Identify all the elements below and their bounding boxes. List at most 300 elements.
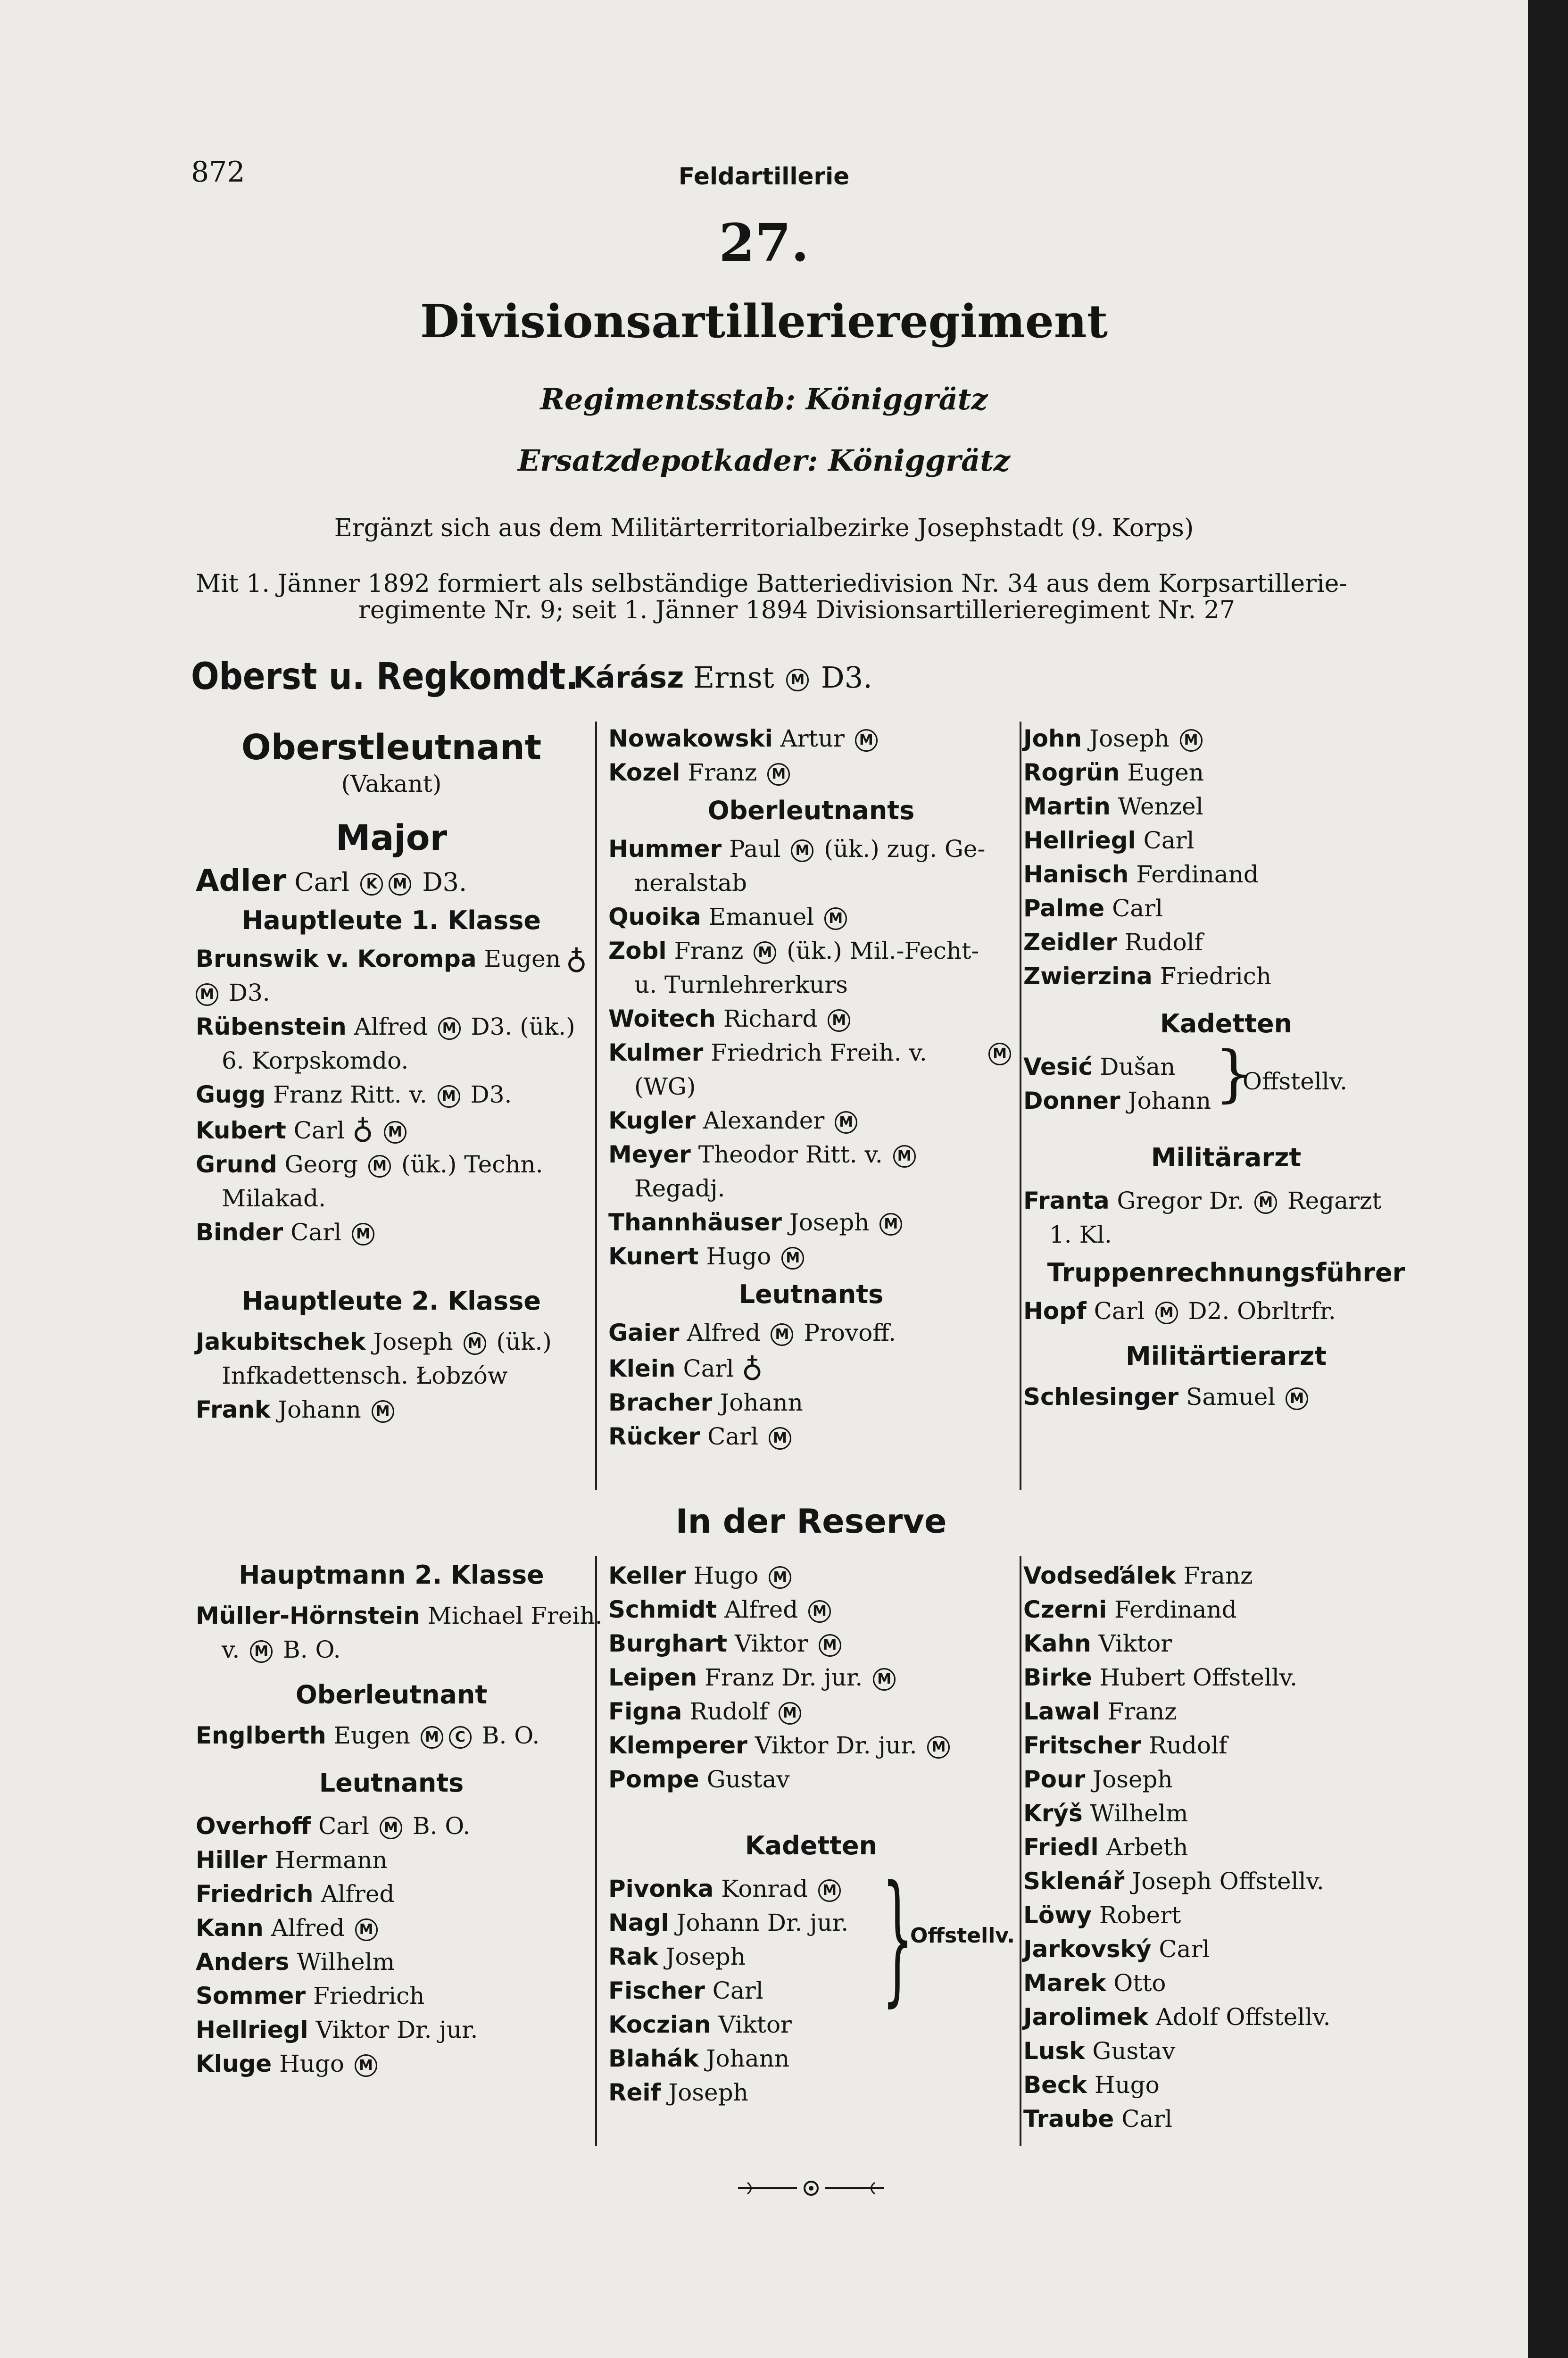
table-row [1023,1966,1429,2000]
table-row [608,1661,1014,1694]
note: u. Turnlehrerkurs [634,971,848,998]
heading-oberleutnant: Oberleutnant [295,1680,488,1710]
surname: Hopf [1023,1297,1087,1325]
heading-kadetten: Kadetten [1160,1009,1293,1038]
table-row [1023,1694,1429,1728]
military-merit-icon: M [988,1043,1011,1065]
military-merit-icon: M [372,1400,394,1423]
table-row [1023,1932,1429,1966]
table-row [1023,722,1429,756]
given-name: Ferdinand [1136,861,1259,888]
given-name: Viktor [734,1630,808,1657]
entry-major [196,864,587,899]
heading-kadetten-reserve: Kadetten [745,1831,878,1860]
given-name: Eugen [484,945,561,972]
page-number: 872 [191,156,245,189]
given-name: Viktor [718,2011,792,2038]
surname: John [1023,725,1082,752]
given-name: Carl [290,1219,342,1246]
table-row [196,1719,587,1752]
military-merit-icon: M [754,941,776,964]
military-merit-icon: M [438,1085,460,1108]
note: (ük.) Mil.-Fecht- [787,937,979,964]
surname: Kozel [608,759,680,786]
given-name: Gustav [1092,2037,1176,2065]
given-name: Franz Ritt. v. [273,1081,427,1108]
surname: Figna [608,1698,682,1725]
note: (ük.) [496,1328,552,1355]
surname: Sklenář [1023,1868,1125,1895]
given-name: Joseph [665,1943,746,1970]
table-row [1023,756,1429,789]
column-1-active [196,726,587,1427]
given-name: Emanuel [708,903,814,930]
column-rule [1020,1556,1021,2146]
note: Regadj. [634,1175,725,1202]
column-rule [595,1556,597,2146]
surname: Nowakowski [608,725,773,752]
surname: Nagl [608,1909,669,1936]
surname: Fritscher [1023,1732,1142,1759]
depot-cadre: Ersatzdepotkader: Königgrätz [518,443,1010,478]
note: 1. Kl. [1049,1221,1112,1248]
given-name: Carl [1094,1297,1145,1325]
surname: Koczian [608,2011,711,2038]
surname: Zwierzina [1023,963,1153,990]
table-row [608,900,1014,934]
table-row [608,1036,1014,1070]
table-row [1023,1627,1429,1661]
military-merit-icon: M [828,1009,850,1032]
table-row [196,2013,587,2047]
table-row [1023,959,1429,993]
surname: Krýš [1023,1800,1083,1827]
military-merit-icon: M [767,763,790,786]
military-merit-icon: M [893,1145,916,1168]
given-name: Rudolf [1124,929,1203,956]
given-name: Joseph [1093,1766,1173,1793]
table-row [1023,891,1429,925]
table-row [608,1559,1014,1593]
surname: Kluge [196,2050,272,2077]
military-merit-icon: M [1286,1387,1308,1410]
table-row [608,1762,1014,1796]
column-2-reserve [608,1559,1014,2109]
given-name: Joseph Offstellv. [1132,1868,1324,1895]
table-row [608,1974,1014,2008]
table-row [196,1945,587,1979]
military-merit-icon: M [779,1702,801,1725]
table-row [1023,1898,1429,1932]
surname: Reif [608,2079,661,2106]
table-row [608,968,1014,1002]
surname: Woitech [608,1005,716,1032]
military-merit-icon: M [791,839,813,862]
surname: Grund [196,1151,277,1178]
given-name: Carl [1143,827,1195,854]
table-row [608,756,1014,789]
military-merit-icon: M [781,1247,804,1270]
table-row [196,1147,587,1181]
table-row [1023,1830,1429,1864]
table-row [1023,1762,1429,1796]
given-name: Johann [720,1389,803,1416]
knight-cross-icon: K [360,873,383,896]
note: neralstab [634,869,747,897]
given-name: Franz [1107,1698,1177,1725]
table-row [1023,1593,1429,1627]
given-name: Paul [729,835,781,863]
table-row [608,1239,1014,1273]
key-icon: ♁ [565,941,587,976]
table-row [196,1599,603,1633]
table-row [1023,2000,1429,2034]
heading-truppenrechnungsfuehrer: Truppenrechnungsführer [1047,1258,1405,1287]
surname: Kubert [196,1117,286,1144]
note: B. O. [481,1722,540,1749]
offstellv-note: Offstellv. [910,1924,1015,1948]
table-row [196,1809,587,1843]
table-row [608,722,1014,756]
surname: Traube [1023,2105,1114,2133]
key-icon: ♁ [741,1349,763,1384]
table-row [1023,1864,1429,1898]
surname: Kulmer [608,1039,704,1066]
military-merit-icon: M [352,1223,374,1245]
given-name: Wilhelm [1090,1800,1188,1827]
table-row [196,1877,587,1911]
given-name: Adolf Offstellv. [1155,2003,1331,2031]
brace-icon: } [882,1855,913,2020]
note: Provoff. [804,1319,896,1346]
table-row [608,1728,1014,1762]
column-2-active [608,722,1014,1453]
given-name: Carl [712,1977,763,2004]
table-row [196,1393,587,1427]
column-3-reserve [1023,1559,1429,2136]
given-name: Gustav [706,1766,790,1793]
note: Infkadettensch. Łobzów [222,1362,508,1389]
running-head: Feldartillerie [678,163,850,190]
table-row [608,1420,1014,1453]
table-row [608,1171,1014,1205]
surname: Meyer [608,1141,691,1168]
complement-note: Ergänzt sich aus dem Militärterritorialbezirke Josephstadt (9. Korps) [334,514,1194,542]
surname: Kann [196,1914,264,1942]
given-name: Friedrich [1160,963,1271,990]
military-merit-icon: M [873,1668,896,1691]
table-row [608,1104,1014,1137]
table-row [196,1359,587,1393]
surname: Friedl [1023,1834,1099,1861]
table-row [608,1627,1014,1661]
given-name: Joseph [789,1209,870,1236]
table-row [1023,1184,1429,1218]
surname: Pour [1023,1766,1086,1793]
column-1-reserve [196,1552,603,2081]
military-merit-icon: M [196,983,218,1006]
surname: Overhoff [196,1812,311,1840]
given-name: Joseph [1089,725,1170,752]
military-merit-icon: M [879,1213,902,1236]
note: D2. Obrltrfr. [1188,1297,1336,1325]
given-name: Franz [1183,1562,1253,1589]
surname: Birke [1023,1664,1092,1691]
table-row [608,2076,1014,2109]
given-name: Friedrich Freih. v. [711,1039,927,1066]
given-name: Alfred [687,1319,761,1346]
table-row [608,1205,1014,1239]
given-name: Carl [318,1812,369,1840]
given-name: Carl [707,1423,759,1450]
table-row [196,1215,587,1249]
given-name: Eugen [1127,759,1204,786]
given-name: Michael Freih. [427,1602,603,1629]
table-row [608,1694,1014,1728]
heading-oberleutnants: Oberleutnants [707,796,915,825]
given-name: Dušan [1100,1053,1176,1080]
copyright-circle-icon: C [449,1726,472,1749]
table-row [196,1843,587,1877]
table-row [196,1044,587,1078]
given-name: Franz [688,759,757,786]
surname: Rak [608,1943,658,1970]
given-name: Arbeth [1106,1834,1188,1861]
military-merit-icon: M [464,1332,486,1355]
surname: Franta [1023,1187,1110,1214]
military-merit-icon: M [421,1726,443,1749]
given-name: Viktor Dr. jur. [315,2016,478,2043]
given-name: Hugo [706,1243,772,1270]
given-name: Johann [278,1396,361,1423]
military-merit-icon: M [824,907,847,930]
surname: Hanisch [1023,861,1129,888]
table-row [608,1593,1014,1627]
table-row [1023,1218,1429,1252]
surname: Burghart [608,1630,728,1657]
military-merit-icon: M [250,1640,273,1663]
military-merit-icon: M [1155,1302,1178,1324]
given-name: Hugo [279,2050,345,2077]
table-row [608,1070,1014,1104]
given-name: Ferdinand [1114,1596,1237,1623]
note: (ük.) zug. Ge- [824,835,986,863]
given-name: Richard [723,1005,818,1032]
given-name: Wenzel [1118,793,1203,820]
given-name: Carl [1121,2105,1173,2133]
note: B. O. [412,1812,471,1840]
surname: Klemperer [608,1732,747,1759]
given-name: Artur [780,725,845,752]
surname: Blahák [608,2045,699,2072]
military-merit-icon: M [808,1600,831,1623]
military-merit-icon: M [855,729,878,752]
surname: Vesić [1023,1053,1093,1080]
surname: Zobl [608,937,667,964]
surname: Binder [196,1219,283,1246]
surname: Quoika [608,903,701,930]
surname: Lawal [1023,1698,1100,1725]
surname: Friedrich [196,1880,314,1908]
given-name: Hugo [693,1562,759,1589]
surname: Sommer [196,1982,306,2009]
column-rule [595,722,597,1490]
given-name: Hermann [274,1846,388,1874]
surname: Jakubitschek [196,1328,366,1355]
surname: Hummer [608,835,722,863]
given-name: Carl [294,867,350,897]
table-row [196,1112,587,1147]
given-name: Viktor [1098,1630,1172,1657]
table-row [1023,1728,1429,1762]
surname: Palme [1023,895,1105,922]
given-name: Johann Dr. jur. [676,1909,849,1936]
offstellv-note: Offstellv. [1243,1068,1348,1095]
table-row [608,1316,1014,1350]
given-name: Rudolf [1149,1732,1228,1759]
surname: Marek [1023,1969,1106,1997]
given-name: Carl [293,1117,345,1144]
table-row [1023,789,1429,823]
table-row [196,1633,587,1667]
surname: Jarolimek [1023,2003,1148,2031]
surname: Müller-Hörnstein [196,1602,420,1629]
surname: Rücker [608,1423,700,1450]
table-row [1023,1294,1429,1328]
military-merit-icon: M [355,2054,377,2077]
given-name: Wilhelm [297,1948,395,1976]
table-row [1023,2034,1429,2068]
surname: Lusk [1023,2037,1085,2065]
note: D3. [470,1081,512,1108]
military-merit-icon: M [1254,1191,1277,1214]
military-merit-icon: M [835,1111,857,1134]
given-name: Hugo [1094,2071,1160,2099]
military-merit-icon: M [786,669,809,691]
surname: Hellriegl [196,2016,308,2043]
surname: Bracher [608,1389,713,1416]
heading-hauptmann-2: Hauptmann 2. Klasse [239,1560,544,1590]
note: Milakad. [222,1185,326,1212]
brace-icon: } [1214,1038,1253,1109]
given-name: Johann [706,2045,790,2072]
column-rule [1020,722,1021,1490]
history-note [196,571,1528,623]
heading-militaertierarzt: Militärtierarzt [1125,1341,1327,1371]
surname: Czerni [1023,1596,1107,1623]
surname: Hellriegl [1023,827,1136,854]
surname: Keller [608,1562,686,1589]
table-row [196,2047,587,2081]
table-row [196,1078,587,1112]
note: (WG) [634,1073,696,1100]
surname: Englberth [196,1722,326,1749]
military-merit-icon: M [389,873,411,896]
commander-surname: Kárász [573,660,684,695]
surname: Thannhäuser [608,1209,782,1236]
table-row [1023,2102,1429,2136]
given-name: Samuel [1186,1383,1276,1411]
surname: Kugler [608,1107,696,1134]
table-row [196,976,587,1010]
surname: Gaier [608,1319,680,1346]
table-row [608,934,1014,968]
table-row [1023,1559,1429,1593]
given-name: Georg [284,1151,358,1178]
given-name: Alfred [321,1880,395,1908]
table-row [196,1010,587,1044]
given-name: v. [222,1636,240,1663]
note: D3. [422,867,467,897]
table-row [608,1386,1014,1420]
surname: Brunswik v. Korompa [196,945,477,972]
surname: Fischer [608,1977,705,2004]
military-merit-icon: M [368,1155,391,1178]
surname: Kahn [1023,1630,1091,1657]
surname: Rogrün [1023,759,1120,786]
table-row [196,1911,587,1945]
given-name: Johann [1128,1087,1211,1114]
given-name: Alexander [703,1107,825,1134]
surname: Schmidt [608,1596,717,1623]
heading-oberstleutnant: Oberstleutnant [241,727,542,768]
surname: Zeidler [1023,929,1117,956]
heading-in-der-reserve: In der Reserve [675,1502,947,1541]
surname: Jarkovský [1023,1935,1152,1963]
military-merit-icon: M [1180,729,1203,752]
heading-hauptleute-1: Hauptleute 1. Klasse [242,905,541,935]
history-line: regimente Nr. 9; seit 1. Jänner 1894 Divisionsartillerieregiment Nr. 27 [358,596,1235,624]
table-row [608,1872,1014,1906]
table-row [196,1181,587,1215]
note: (ük.) Techn. [401,1151,543,1178]
military-merit-icon: M [380,1817,402,1839]
heading-leutnants: Leutnants [738,1279,884,1309]
commander-note: D3. [821,660,872,695]
heading-hauptleute-2: Hauptleute 2. Klasse [242,1286,541,1316]
surname: Beck [1023,2071,1087,2099]
surname: Adler [196,863,287,898]
military-merit-icon: M [438,1017,461,1040]
military-merit-icon: M [355,1918,378,1941]
table-row [608,2042,1014,2076]
note: D3. (ük.) [471,1013,575,1040]
given-name: Rudolf [689,1698,768,1725]
heading-major: Major [335,818,448,858]
table-row [608,1137,1014,1171]
note: 6. Korpskomdo. [222,1047,409,1074]
military-merit-icon: M [771,1323,793,1346]
table-row [1023,823,1429,857]
given-name: Alfred [724,1596,798,1623]
given-name: Robert [1099,1901,1181,1929]
key-icon: ♁ [352,1111,373,1146]
table-row [1023,1661,1429,1694]
commander-entry [573,660,872,695]
given-name: Otto [1113,1969,1166,1997]
kadetten-group [1023,1038,1429,1118]
given-name: Carl [683,1355,734,1382]
surname: Kunert [608,1243,699,1270]
surname: Pivonka [608,1875,714,1902]
table-row [196,1325,587,1359]
kadetten-group [608,1855,1015,2109]
given-name: Theodor Ritt. v. [698,1141,883,1168]
heading-militaerarzt: Militärarzt [1151,1143,1302,1172]
military-merit-icon: M [819,1634,841,1657]
surname: Hiller [196,1846,267,1874]
given-name: Konrad [721,1875,808,1902]
